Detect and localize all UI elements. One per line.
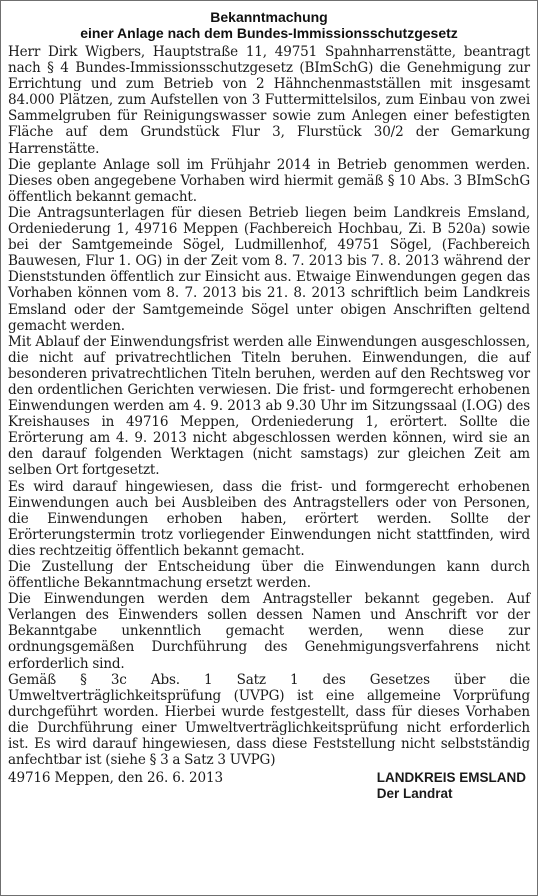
notice-title-line-2: einer Anlage nach dem Bundes-Immissionsschutzgesetz	[80, 25, 458, 41]
paragraph-application: Herr Dirk Wigbers, Hauptstraße 11, 49751 Spahnharrenstätte, beantragt nach § 4 Bundes-Immissionsschutzgesetz (BImSchG) die Genehmigung zur Errichtung und zum Betrieb von 2 Hähnchenmastställen mit insgesamt 84.000 Plätzen, zum Aufstellen von 3 Futtermittelsilos, zum Einbau von zwei Sammelgruben für Reinigungswasser sowie zum Anlegen einer befestigten Fläche auf dem Grundstück Flur 3, Flurstück 30/2 der Gemarkung Harrenstätte.	[8, 44, 530, 157]
notice-body	[8, 44, 530, 768]
notice-title	[8, 9, 530, 41]
paragraph-operation-start: Die geplante Anlage soll im Frühjahr 2014 in Betrieb genommen werden. Dieses oben angegebene Vorhaben wird hiermit gemäß § 10 Abs. 3 BImSchG öffentlich bekannt gemacht.	[8, 156, 530, 205]
paragraph-objection-disclosure: Die Einwendungen werden dem Antragsteller bekannt gegeben. Auf Verlangen des Einwenders sollen dessen Namen und Anschrift vor der Bekanntgabe unkenntlich gemacht werden, wenn diese zur ordnungsgemäßen Durchführung des Genehmigungsverfahrens nicht erforderlich sind.	[8, 591, 530, 672]
place-and-date: 49716 Meppen, den 26. 6. 2013	[8, 770, 223, 787]
paragraph-objection-deadline: Mit Ablauf der Einwendungsfrist werden alle Einwendungen ausgeschlossen, die nicht auf privatrechtlichen Titeln beruhen. Einwendungen, die auf besonderen privatrechtlichen Titeln beruhen, werden auf den Rechtsweg vor den ordentlichen Gerichten verwiesen. Die frist- und formgerecht erhobenen Einwendungen werden am 4. 9. 2013 ab 9.30 Uhr im Sitzungssaal (I.OG) des Kreishauses in 49716 Meppen, Ordeniederung 1, erörtert. Sollte die Erörterung am 4. 9. 2013 nicht abgeschlossen werden können, wird sie an den darauf folgenden Werktagen (nicht samstags) zur gleichen Zeit am selben Ort fortgesetzt.	[8, 333, 530, 479]
paragraph-decision-delivery: Die Zustellung der Entscheidung über die Einwendungen kann durch öffentliche Bekanntmachung ersetzt werden.	[8, 559, 530, 592]
signatory-title: Der Landrat	[376, 786, 453, 802]
authority-name: LANDKREIS EMSLAND	[376, 770, 526, 786]
notice-title-line-1: Bekanntmachung	[210, 9, 328, 25]
notice-footer	[8, 770, 530, 802]
issuing-authority	[377, 770, 530, 802]
paragraph-documents-inspection: Die Antragsunterlagen für diesen Betrieb liegen beim Landkreis Emsland, Ordeniederung 1, 49716 Meppen (Fachbereich Hochbau, Zi. B 520a) sowie bei der Samtgemeinde Sögel, Ludmillenhof, 49751 Sögel, (Fachbereich Bauwesen, Flur 1. OG) in der Zeit vom 8. 7. 2013 bis 7. 8. 2013 während der Dienststunden öffentlich zur Einsicht aus. Etwaige Einwendungen gegen das Vorhaben können vom 8. 7. 2013 bis 21. 8. 2013 schriftlich beim Landkreis Emsland oder der Samtgemeinde Sögel unter obigen Anschriften geltend gemacht werden.	[8, 204, 530, 334]
paragraph-uvpg-screening: Gemäß § 3c Abs. 1 Satz 1 des Gesetzes über die Umweltverträglichkeitsprüfung (UVPG) ist eine allgemeine Vorprüfung durchgeführt worden. Hierbei wurde festgestellt, dass für dieses Vorhaben die Durchführung einer Umweltverträglichkeitsprüfung nicht erforderlich ist. Es wird darauf hingewiesen, dass diese Feststellung nicht selbstständig anfechtbar ist (siehe § 3 a Satz 3 UVPG)	[8, 671, 530, 769]
paragraph-hearing-notice: Es wird darauf hingewiesen, dass die frist- und formgerecht erhobenen Einwendungen auch bei Ausbleiben des Antragstellers oder von Personen, die Einwendungen erhoben haben, erörtert werden. Sollte der Erörterungstermin trotz vorliegender Einwendungen nicht stattfinden, wird dies rechtzeitig öffentlich bekannt gemacht.	[8, 478, 530, 559]
